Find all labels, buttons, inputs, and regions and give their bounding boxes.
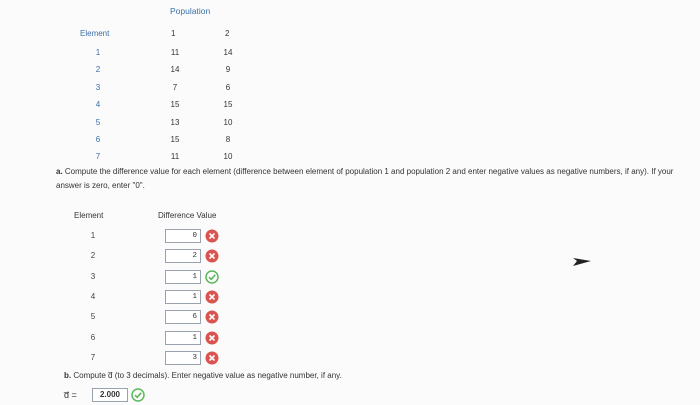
population-cell-p1: 11 [170,152,180,162]
element-column-header: Element [80,29,110,38]
dbar-input[interactable]: 2.000 [92,388,128,402]
population-row [0,118,300,135]
population-cell-el: 6 [95,135,101,144]
check-circle-icon [205,270,219,284]
population-cell-p2: 10 [223,117,233,127]
population-1-header: 1 [171,29,176,38]
difference-value-input[interactable]: 0 [165,229,201,243]
difference-value-input[interactable]: 1 [165,331,201,345]
difference-row [0,288,300,308]
difference-element-number: 5 [90,312,96,322]
population-cell-p2: 10 [223,152,233,162]
difference-row [0,308,300,328]
population-cell-p1: 11 [170,48,180,57]
difference-element-number: 2 [90,251,96,261]
dbar-label: d̅ = [64,390,77,400]
population-cell-p2: 6 [225,82,231,92]
population-row [0,48,300,65]
difference-element-header: Element [74,211,104,220]
x-circle-icon [205,249,219,263]
population-cell-el: 1 [95,48,101,57]
population-row [0,135,300,152]
population-cell-el: 4 [95,100,101,110]
x-circle-icon [205,310,219,324]
x-circle-icon [205,331,219,345]
question-b-body: Compute d̅ (to 3 decimals). Enter negative value as negative number, if any. [73,371,342,380]
population-row [0,100,300,117]
difference-value-input[interactable]: 6 [165,310,201,324]
population-cell-el: 2 [95,65,101,75]
difference-row [0,329,300,349]
x-circle-icon [205,290,219,304]
question-a-label: a. [56,167,63,176]
difference-row [0,268,300,288]
difference-row [0,247,300,267]
check-circle-icon [131,388,145,402]
population-cell-p2: 8 [225,135,231,144]
x-circle-icon [205,351,219,365]
population-cell-p2: 15 [223,100,233,110]
difference-element-number: 1 [90,231,96,240]
population-cell-p2: 14 [223,48,233,57]
population-row [0,65,300,82]
difference-value-header: Difference Value [158,211,217,220]
question-a-text [56,165,676,193]
population-cell-el: 3 [95,82,101,92]
question-b-text [64,371,342,380]
cursor-arrow-icon [571,250,593,272]
x-circle-icon [205,229,219,243]
difference-element-number: 4 [90,291,96,301]
difference-element-number: 7 [90,352,96,362]
population-cell-el: 7 [95,152,101,162]
population-cell-el: 5 [95,117,101,127]
difference-value-input[interactable]: 2 [165,249,201,263]
population-cell-p1: 15 [170,100,180,110]
population-cell-p1: 15 [170,135,180,144]
population-cell-p1: 7 [172,82,178,92]
population-cell-p2: 9 [225,65,231,75]
difference-row [0,227,300,247]
difference-value-input[interactable]: 1 [165,290,201,304]
difference-row [0,349,300,369]
question-a-body: Compute the difference value for each element (difference between element of population 1 and population 2 and enter negative values as negative numbers, if any). If your answer is zero, enter "0". [56,167,674,190]
population-cell-p1: 13 [170,117,180,127]
question-b-label: b. [64,371,72,380]
difference-element-number: 6 [90,332,96,342]
difference-value-input[interactable]: 1 [165,270,201,284]
population-header: Population [170,6,211,16]
population-row [0,83,300,100]
difference-value-input[interactable]: 3 [165,351,201,365]
population-2-header: 2 [225,29,230,38]
difference-element-number: 3 [90,271,96,281]
population-cell-p1: 14 [170,65,180,75]
